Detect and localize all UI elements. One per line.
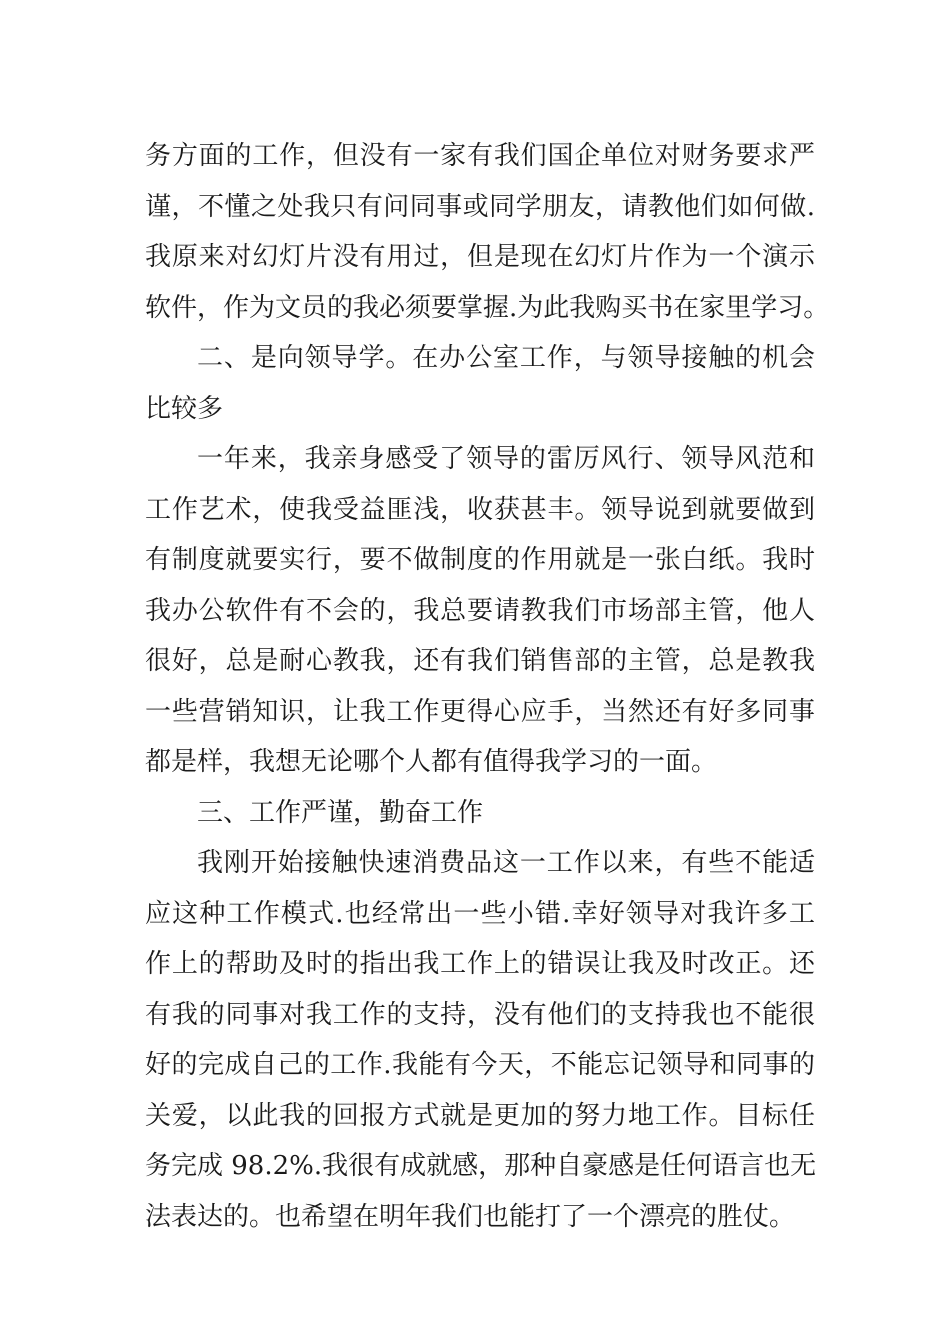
section-heading-line: 三、工作严谨，勤奋工作	[197, 797, 484, 828]
text-line: 工作艺术，使我受益匪浅，收获甚丰。领导说到就要做到	[145, 494, 815, 525]
text-line: 法表达的。也希望在明年我们也能打了一个漂亮的胜仗。	[145, 1201, 796, 1232]
text-line: 应这种工作模式.也经常出一些小错.幸好领导对我许多工	[145, 898, 815, 929]
text-line: 作上的帮助及时的指出我工作上的错误让我及时改正。还	[145, 949, 815, 979]
text-line: 都是样，我想无论哪个人都有值得我学习的一面。	[145, 747, 718, 777]
text-line: 我原来对幻灯片没有用过，但是现在幻灯片作为一个演示	[145, 242, 815, 272]
text-line: 务完成 98.2%.我很有成就感，那种自豪感是任何语言也无	[145, 1151, 817, 1181]
text-line: 关爱，以此我的回报方式就是更加的努力地工作。目标任	[145, 1100, 815, 1131]
paragraph-first-line: 一年来，我亲身感受了领导的雷厉风行、领导风范和	[197, 444, 815, 474]
text-line: 务方面的工作，但没有一家有我们国企单位对财务要求严	[145, 141, 815, 171]
text-line: 有制度就要实行，要不做制度的作用就是一张白纸。我时	[145, 545, 815, 575]
text-line: 有我的同事对我工作的支持，没有他们的支持我也不能很	[145, 999, 815, 1030]
text-line: 一些营销知识，让我工作更得心应手，当然还有好多同事	[145, 696, 815, 727]
text-line: 比较多	[145, 393, 224, 424]
paragraph-first-line: 我刚开始接触快速消费品这一工作以来，有些不能适	[197, 848, 815, 878]
text-line: 好的完成自己的工作.我能有今天，不能忘记领导和同事的	[145, 1050, 815, 1080]
text-line: 很好，总是耐心教我，还有我们销售部的主管，总是教我	[145, 646, 815, 676]
document-body	[145, 131, 830, 1242]
text-line: 我办公软件有不会的，我总要请教我们市场部主管，他人	[145, 595, 815, 626]
section-heading-line: 二、是向领导学。在办公室工作，与领导接触的机会	[197, 343, 815, 373]
text-line: 谨，不懂之处我只有问同事或同学朋友，请教他们如何做.	[145, 191, 815, 222]
text-line: 软件，作为文员的我必须要掌握.为此我购买书在家里学习。	[145, 292, 830, 323]
